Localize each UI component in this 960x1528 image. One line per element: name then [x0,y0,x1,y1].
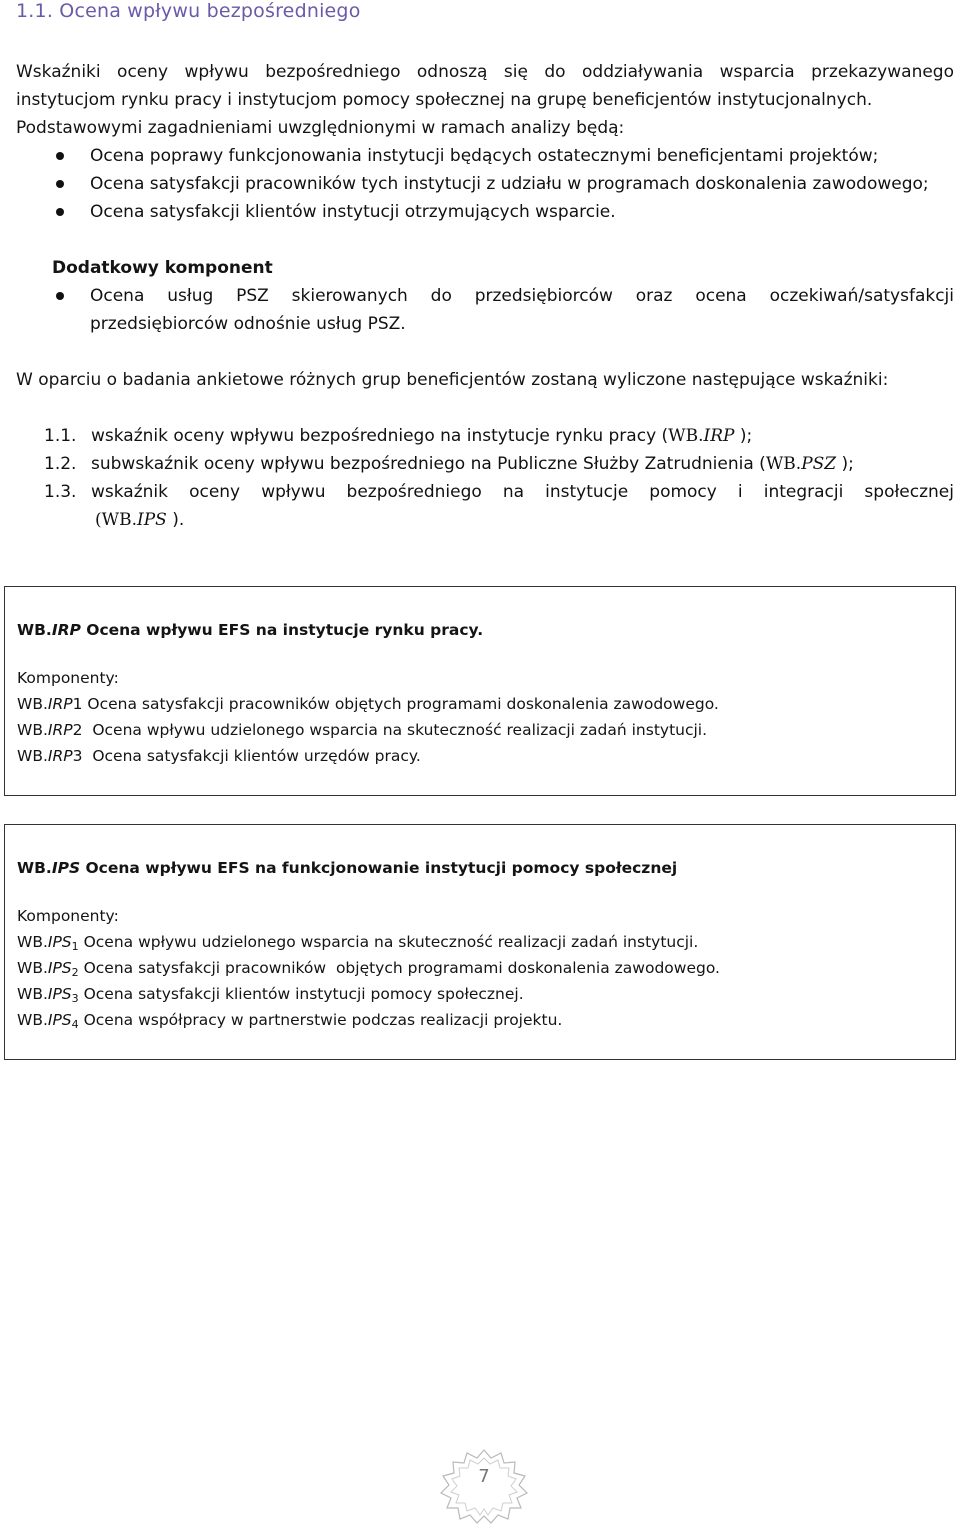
box-title-text: Ocena wpływu EFS na funkcjonowanie instytucji pomocy społecznej [80,859,678,877]
component-code: IPS [47,1011,72,1029]
component-index: 2 [71,966,79,979]
component-prefix: WB. [17,933,48,951]
basis-paragraph: W oparciu o badania ankietowe różnych grup beneficjentów zostaną wyliczone następujące wskaźniki: [16,370,889,390]
component-index: 3 [72,747,83,765]
box-title [17,617,943,643]
indicator-number: 1.2. [44,454,77,474]
component-item [17,929,943,955]
component-code: IRP [47,721,73,739]
indicator-text: subwskaźnik oceny wpływu bezpośredniego na Publiczne Służby Zatrudnienia ( [91,454,766,474]
indicator-item-continuation [16,506,954,534]
list-item [16,170,954,198]
components-label: Komponenty: [17,669,119,687]
list-item-text: Ocena poprawy funkcjonowania instytucji będących ostatecznymi beneficjentami projektów; [90,146,879,166]
component-index: 3 [71,992,79,1005]
indicator-suffix: ); [734,426,753,446]
indicator-code: IPS [137,510,167,530]
component-text: Ocena satysfakcji pracowników objętych programami doskonalenia zawodowego. [78,959,720,977]
component-text: Ocena satysfakcji pracowników objętych programami doskonalenia zawodowego. [82,695,719,713]
component-text: Ocena satysfakcji klientów urzędów pracy. [82,747,421,765]
indicator-item [16,422,954,450]
list-item [16,142,954,170]
bullet-icon [56,292,64,300]
additional-component-heading: Dodatkowy komponent [52,258,273,278]
indicator-code-prefix: WB. [668,426,704,446]
component-item [17,955,943,981]
bullet-icon [56,208,64,216]
main-issues-list [16,142,954,226]
indicator-suffix: ); [836,454,854,474]
indicator-code: PSZ [801,454,837,474]
component-index: 1 [72,695,83,713]
box-title-prefix: WB. [17,621,52,639]
component-index: 1 [71,940,79,953]
ips-indicator-box [4,824,956,1060]
component-text: Ocena wpływu udzielonego wsparcia na skuteczność realizacji zadań instytucji. [82,721,708,739]
component-prefix: WB. [17,959,48,977]
box-title [17,855,943,881]
components-label: Komponenty: [17,907,119,925]
list-item-text: Ocena satysfakcji pracowników tych instytucji z udziału w programach doskonalenia zawodowego; [90,174,929,194]
indicator-suffix: ). [166,510,185,530]
additional-component-list [16,282,954,338]
component-code: IPS [47,959,72,977]
indicator-item [16,478,954,506]
indicator-number: 1.3. [44,482,77,502]
component-item [17,743,943,769]
list-item [16,282,954,338]
box-title-text: Ocena wpływu EFS na instytucje rynku pracy. [80,621,484,639]
box-title-code: IPS [51,859,81,877]
component-text: Ocena współpracy w partnerstwie podczas realizacji projektu. [78,1011,563,1029]
indicator-list [16,422,954,534]
component-prefix: WB. [17,695,48,713]
intro-paragraph [16,58,954,142]
indicator-item [16,450,954,478]
intro-line: Podstawowymi zagadnieniami uwzględnionymi w ramach analizy będą: [16,118,625,138]
bullet-icon [56,152,64,160]
component-code: IRP [47,695,73,713]
component-text: Ocena satysfakcji klientów instytucji pomocy społecznej. [78,985,524,1003]
indicator-code: IRP [703,426,735,446]
list-item-text: Ocena satysfakcji klientów instytucji otrzymujących wsparcie. [90,202,616,222]
box-title-prefix: WB. [17,859,52,877]
box-title-code: IRP [51,621,81,639]
component-prefix: WB. [17,985,48,1003]
indicator-code-prefix: WB. [765,454,802,474]
component-item [17,691,943,717]
indicator-code-open: ( [95,510,102,530]
list-item-text: Ocena usług PSZ skierowanych do przedsiębiorców oraz ocena oczekiwań/satysfakcji przedsiębiorców odnośnie usług PSZ. [90,286,954,334]
component-item [17,717,943,743]
indicator-text: wskaźnik oceny wpływu bezpośredniego na instytucje pomocy i integracji społecznej [91,482,954,502]
component-prefix: WB. [17,721,48,739]
bullet-icon [56,180,64,188]
intro-line: instytucjom rynku pracy i instytucjom pomocy społecznej na grupę beneficjentów instytucjonalnych. [16,90,873,110]
component-text: Ocena wpływu udzielonego wsparcia na skuteczność realizacji zadań instytucji. [78,933,699,951]
section-heading: 1.1. Ocena wpływu bezpośredniego [16,0,361,22]
component-code: IPS [47,933,72,951]
component-code: IPS [47,985,72,1003]
indicator-code-prefix: WB. [101,510,138,530]
component-item [17,981,943,1007]
component-index: 4 [71,1018,79,1031]
component-prefix: WB. [17,747,48,765]
list-item [16,198,954,226]
component-item [17,1007,943,1033]
indicator-text: wskaźnik oceny wpływu bezpośredniego na instytucje rynku pracy ( [91,426,669,446]
component-prefix: WB. [17,1011,48,1029]
component-code: IRP [47,747,73,765]
indicator-number: 1.1. [44,426,77,446]
component-index: 2 [72,721,83,739]
page-number: 7 [478,1466,490,1487]
intro-line: Wskaźniki oceny wpływu bezpośredniego odnoszą się do oddziaływania wsparcia przekazywanego [16,62,954,82]
irp-indicator-box [4,586,956,796]
